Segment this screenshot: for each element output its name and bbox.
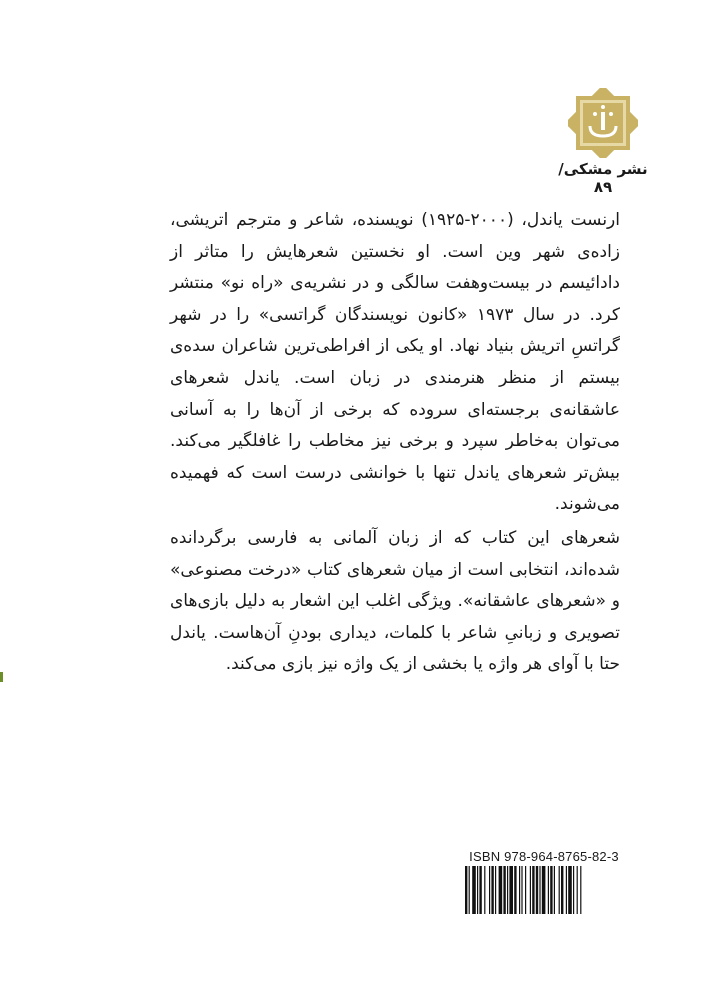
barcode-bar [521,866,522,914]
barcode-bar [525,866,526,914]
barcode-bar [573,866,574,914]
isbn-barcode [463,866,625,914]
barcode-bar [499,866,503,914]
barcode-bar [495,866,496,914]
publisher-imprint: نشر مشکی/۸۹ [558,160,648,196]
description-paragraph: ارنست یاندل، (۲۰۰۰-۱۹۲۵) نویسنده، شاعر و مترجم اتریشی، زاده‌ی شهر وین است. او نخستین شعرهایش را متاثر از دادائیسم در بیست‌و‌هفت سالگی و در نشریه‌ی «راه نو» منتشر کرد. در سال ۱۹۷۳ «کانون نویسندگان گراتسی» را در شهر گراتسِ اتریش بنیاد نهاد. او یکی از افراطی‌ترین شاعران سده‌ی بیستم از منظر هنرمندی در زبان است. یاندل شعرهای عاشقانه‌ی برجسته‌ای سروده که برخی از آن‌ها را به آسانی می‌توان به‌خاطر سپرد و برخی نیز مخاطب را غافلگیر می‌کند. بیش‌تر شعرهای یاندل تنها با خوانشی درست است که فهمیده می‌شوند. [170,210,621,515]
description-paragraph: شعرهای این کتاب که از زبان آلمانی به فارسی برگردانده شده‌اند، انتخابی است از میان شعرهای کتاب «درخت مصنوعی» و «شعرهای عاشقانه». ویژگی اغلب این اشعار به دلیل بازی‌های تصویری و زبانیِ شاعر با کلمات، دیداری بودنِ آن‌هاست. یاندل حتا با آوای هر واژه یا بخشی از یک واژه نیز بازی می‌کند. [170,527,620,675]
barcode-bar [536,866,538,914]
barcode-bar [559,866,560,914]
barcode-bar [519,866,520,914]
barcode-bar [561,866,563,914]
barcode-bar [548,866,549,914]
barcode-bar [507,866,508,914]
barcode-bar [465,866,467,914]
barcode-bar [503,866,505,914]
barcode-bar [580,866,581,914]
barcode-bar [489,866,490,914]
barcode-bar [539,866,540,914]
edge-mark [0,672,3,682]
barcode-bar [566,866,567,914]
barcode-bar [550,866,552,914]
barcode-bar [514,866,516,914]
barcode-bar [484,866,485,914]
barcode-bar [554,866,555,914]
barcode-bar [577,866,578,914]
barcode-bar [469,866,470,914]
barcode-bar [509,866,513,914]
barcode-bar [542,866,546,914]
publisher-logo [568,88,638,158]
isbn-label: ISBN 978-964-8765-82-3 [469,849,619,864]
barcode-bar [477,866,478,914]
barcode-bar [472,866,476,914]
barcode-bar [532,866,534,914]
book-description [170,205,620,681]
barcode-bar [491,866,493,914]
barcode-bar [568,866,572,914]
barcode-bar [479,866,481,914]
barcode-bar [530,866,531,914]
